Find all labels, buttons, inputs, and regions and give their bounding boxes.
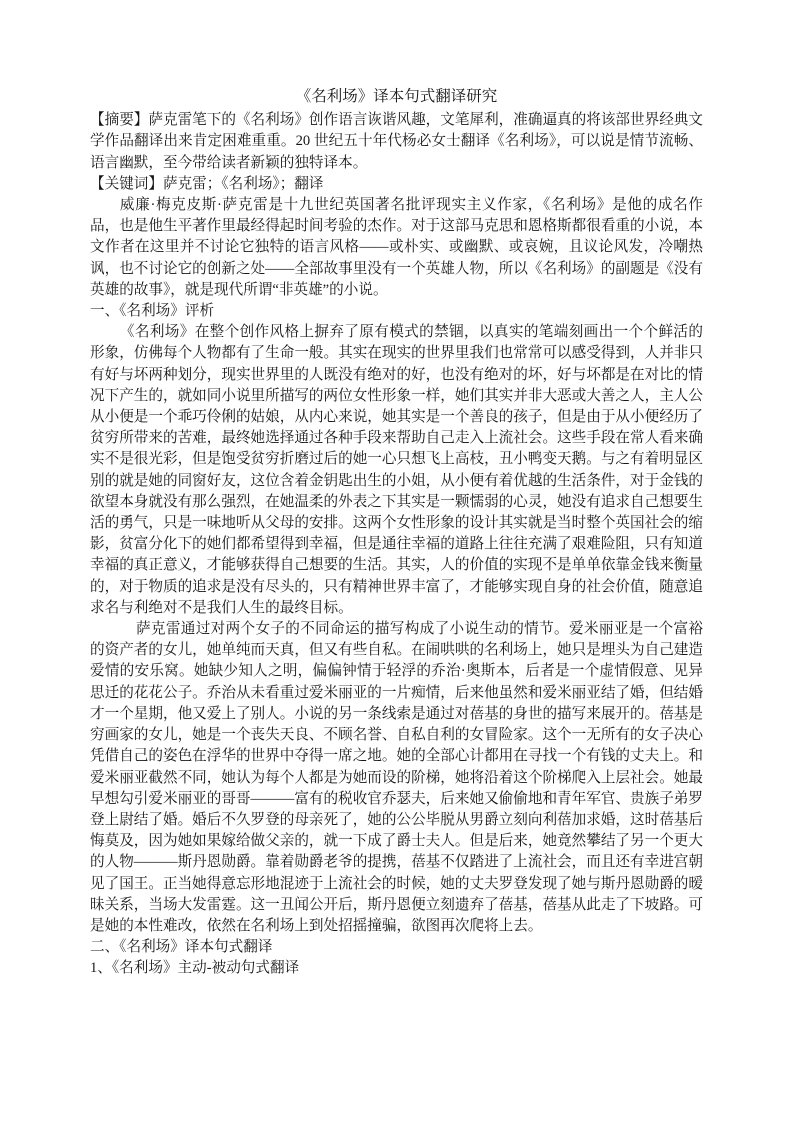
keywords-paragraph: 【关键词】萨克雷；《名利场》；翻译 xyxy=(90,175,324,192)
section-heading-analysis: 一、《名利场》评析 xyxy=(90,303,215,320)
document-body xyxy=(90,86,703,980)
analysis-paragraph: 《名利场》在整个创作风格上摒弃了原有模式的禁锢，以真实的笔端刻画出一个个鲜活的形象，仿佛每个人物都有了生命一般。其实在现实的世界里我们也常常可以感受得到，人并非只有好与坏两种划分，现实世界里的人既没有绝对的好，也没有绝对的坏，好与坏都是在对比的情况下产生的，就如同小说里所描写的两位女性形象一样，她们其实并非大恶或大善之人，主人公从小便是一个乖巧伶俐的姑娘，从内心来说，她其实是一个善良的孩子，但是由于从小便经历了贫穷所带来的苦难，最终她选择通过各种手段来帮助自己走入上流社会。这些手段在常人看来确实不是很光彩，但是饱受贫穷折磨过后的她一心只想飞上高枝，丑小鸭变天鹅。与之有着明显区别的就是她的同窗好友，这位含着金钥匙出生的小姐，从小便有着优越的生活条件，对于金钱的欲望本身就没有那么强烈，在她温柔的外表之下其实是一颗懦弱的心灵，她没有追求自己想要生活的勇气，只是一味地听从父母的安排。这两个女性形象的设计其实就是当时整个英国社会的缩影，贫富分化下的她们都希望得到幸福，但是通往幸福的道路上往往充满了艰难险阻，只有知道幸福的真正意义，才能够获得自己想要的生活。其实，人的价值的实现不是单单依靠金钱来衡量的，对于物质的追求是没有尽头的，只有精神世界丰富了，才能够实现自身的社会价值，随意追求名与利绝对不是我们人生的最终目标。 xyxy=(90,324,703,616)
abstract-paragraph: 【摘要】萨克雷笔下的《名利场》创作语言诙谐风趣，文笔犀利，准确逼真的将该部世界经典文学作品翻译出来肯定困难重重。20 世纪五十年代杨必女士翻译《名利场》，可以说是情节流畅、语言幽默，至今带给读者新颖的独特译本。 xyxy=(90,112,703,171)
plot-paragraph: 萨克雷通过对两个女子的不同命运的描写构成了小说生动的情节。爱米丽亚是一个富裕的资产者的女儿，她单纯而天真，但又有些自私。在闹哄哄的名利场上，她只是埋头为自己建造爱情的安乐窝。她缺少知人之明，偏偏钟情于轻浮的乔治·奥斯本，后者是一个虚情假意、见异思迁的花花公子。乔治从未看重过爱米丽亚的一片痴情，后来他虽然和爱米丽亚结了婚，但结婚才一个星期，他又爱上了别人。小说的另一条线索是通过对蓓基的身世的描写来展开的。蓓基是穷画家的女儿，她是一个丧失天良、不顾名誉、自私自利的女冒险家。这个一无所有的女子决心凭借自己的姿色在浮华的世界中夺得一席之地。她的全部心计都用在寻找一个有钱的丈夫上。和爱米丽亚截然不同，她认为每个人都是为她而设的阶梯，她将沿着这个阶梯爬入上层社会。她最早想勾引爱米丽亚的哥哥———富有的税收官乔瑟夫，后来她又偷偷地和青年军官、贵族子弟罗登上尉结了婚。婚后不久罗登的母亲死了，她的公公毕脱从男爵立刻向利蓓加求婚，这时蓓基后悔莫及，因为她如果嫁给做父亲的，就一下成了爵士夫人。但是后来，她竟然攀结了另一个更大的人物———斯丹恩勋爵。靠着勋爵老爷的提携，蓓基不仅踏进了上流社会，而且还有幸进宫朝见了国王。正当她得意忘形地混迹于上流社会的时候，她的丈夫罗登发现了她与斯丹恩勋爵的暧昧关系，当场大发雷霆。这一丑闻公开后，斯丹恩便立刻遗弃了蓓基，蓓基从此走了下坡路。可是她的本性难改，依然在名利场上到处招摇撞骗，欲图再次爬将上去。 xyxy=(90,621,703,934)
section-heading-translation: 二、《名利场》译本句式翻译 xyxy=(90,939,273,956)
document-title: 《名利场》译本句式翻译研究 xyxy=(295,88,498,105)
subsection-heading-active-passive: 1、《名利场》主动-被动句式翻译 xyxy=(90,960,300,977)
intro-paragraph: 威廉·梅克皮斯·萨克雷是十九世纪英国著名批评现实主义作家，《名利场》是他的成名作品，也是他生平著作里最经得起时间考验的杰作。对于这部马克思和恩格斯都很看重的小说，本文作者在这里并不讨论它独特的语言风格——或朴实、或幽默、或哀婉，且议论风发，冷嘲热讽，也不讨论它的创新之处——全部故事里没有一个英雄人物，所以《名利场》的副题是《没有英雄的故事》，就是现代所谓“非英雄”的小说。 xyxy=(90,197,703,298)
